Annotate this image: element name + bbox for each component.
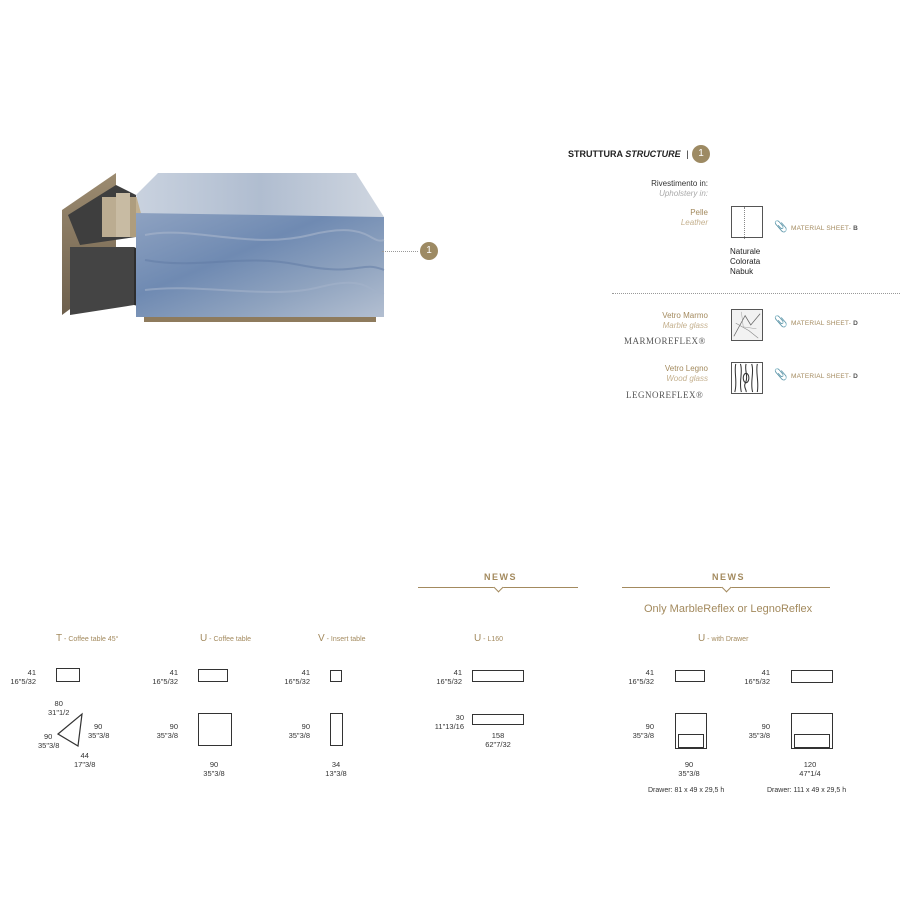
dim-t-b (88, 722, 109, 740)
dim-inch: 17"3/8 (74, 760, 96, 769)
variant-colored: Colorata (730, 257, 761, 266)
dim-cm: 90 (645, 722, 654, 731)
dim-cm: 90 (209, 760, 219, 769)
leather-swatch (731, 206, 763, 238)
news-caret-drawer (722, 583, 732, 593)
dim-cm: 41 (761, 668, 770, 677)
paperclip-icon: 📎 (774, 369, 788, 381)
marble-swatch (731, 309, 763, 341)
product-render (50, 165, 390, 335)
dim-cm: 34 (331, 760, 341, 769)
material-sheet-code: D (853, 373, 858, 380)
dim-inch: 13"3/8 (325, 769, 347, 778)
callout-badge: 1 (420, 242, 438, 260)
material-sheet-label: MATERIAL SHEET- (791, 373, 852, 380)
material-marble-it: Vetro Marmo (662, 311, 708, 320)
dim-cm: 90 (94, 722, 103, 731)
u-front-view (198, 669, 228, 682)
dim-inch: 62"7/32 (485, 740, 511, 749)
dim-cm: 90 (684, 760, 694, 769)
structure-separator: | (686, 149, 689, 159)
dim-cm: 30 (455, 713, 464, 722)
dim-cm: 41 (27, 668, 36, 677)
variant-natural: Naturale (730, 247, 761, 256)
product-letter: V (318, 633, 325, 644)
dim-inch: 16"5/32 (744, 677, 770, 686)
upholstery-label (600, 179, 708, 199)
material-leather-label (600, 208, 708, 228)
marmoreflex-logo: MARMOREFLEX® (624, 336, 706, 346)
dim-inch: 16"5/32 (628, 677, 654, 686)
product-title-v (318, 633, 366, 644)
dim-t-a (48, 699, 69, 717)
structure-badge: 1 (692, 145, 710, 163)
u160-front-view (472, 670, 524, 682)
product-desc: - L160 (481, 636, 504, 643)
material-marble-en: Marble glass (662, 321, 708, 330)
structure-title-it: STRUTTURA (568, 149, 623, 159)
product-letter: U (200, 633, 208, 644)
material-leather-en: Leather (680, 218, 708, 227)
t-front-view (56, 668, 80, 682)
t-top-view (56, 712, 86, 748)
dim-cm: 90 (301, 722, 310, 731)
product-desc: - Insert table (324, 636, 366, 643)
dim-drawer120-top-height (734, 722, 770, 740)
dim-cm: 41 (453, 668, 462, 677)
v-front-view (330, 670, 342, 682)
dim-v-top-width (321, 760, 351, 778)
dim-v-top-height (274, 722, 310, 740)
material-sheet-code: D (853, 320, 858, 327)
dim-inch: 16"5/32 (284, 677, 310, 686)
variant-nubuck: Nabuk (730, 267, 754, 276)
material-sheet-label: MATERIAL SHEET- (791, 320, 852, 327)
dim-t-d (74, 751, 95, 769)
news-label-l160: NEWS (484, 572, 517, 582)
material-sheet-code: B (853, 225, 858, 232)
dim-v-front-height (274, 668, 310, 686)
material-sheet-label: MATERIAL SHEET- (791, 225, 852, 232)
dim-drawer120-top-width (795, 760, 825, 778)
leather-variants (730, 247, 760, 277)
wood-swatch (731, 362, 763, 394)
drawer120-size: Drawer: 111 x 49 x 29,5 h (767, 787, 847, 794)
callout-leader (382, 251, 418, 252)
product-letter: U (698, 633, 706, 644)
material-sheet-link-marble[interactable] (791, 320, 858, 327)
material-wood-en: Wood glass (666, 374, 708, 383)
u160-top-view (472, 714, 524, 725)
dim-inch: 16"5/32 (436, 677, 462, 686)
dim-t-front-height (0, 668, 36, 686)
material-marble-label (600, 311, 708, 331)
product-title-u-l160 (474, 633, 503, 644)
dim-cm: 90 (169, 722, 178, 731)
dim-t-c (38, 732, 59, 750)
drawer90-size: Drawer: 81 x 49 x 29,5 h (648, 787, 725, 794)
dim-drawer120-front-height (734, 668, 770, 686)
dim-u-top-height (142, 722, 178, 740)
paperclip-icon: 📎 (774, 221, 788, 233)
dim-inch: 35"3/8 (678, 769, 700, 778)
dim-u160-top-width (480, 731, 516, 749)
paperclip-icon: 📎 (774, 316, 788, 328)
dim-cm: 90 (44, 732, 53, 741)
dim-cm: 80 (54, 699, 63, 708)
dim-cm: 41 (169, 668, 178, 677)
dim-inch: 47"1/4 (799, 769, 821, 778)
product-title-t (56, 633, 118, 644)
news-label-drawer: NEWS (712, 572, 745, 582)
product-title-u (200, 633, 251, 644)
dim-inch: 35"3/8 (748, 731, 770, 740)
material-wood-label (600, 364, 708, 384)
dim-inch: 35"3/8 (203, 769, 225, 778)
dim-inch: 35"3/8 (38, 741, 60, 750)
product-letter: U (474, 633, 482, 644)
material-wood-it: Vetro Legno (664, 364, 708, 373)
dim-inch: 35"3/8 (156, 731, 178, 740)
dim-u160-front-height (426, 668, 462, 686)
dim-inch: 35"3/8 (88, 731, 110, 740)
dim-drawer90-top-height (618, 722, 654, 740)
product-title-u-drawer (698, 633, 748, 644)
dim-drawer90-top-width (674, 760, 704, 778)
dim-inch: 35"3/8 (632, 731, 654, 740)
v-top-view (330, 713, 343, 746)
drawer90-front-view (675, 670, 705, 682)
dim-cm: 158 (491, 731, 505, 740)
dim-cm: 44 (80, 751, 89, 760)
dim-inch: 16"5/32 (10, 677, 36, 686)
material-leather-it: Pelle (690, 208, 708, 217)
structure-title (568, 149, 689, 159)
upholstery-label-it: Rivestimento in: (651, 179, 708, 188)
u-top-view (198, 713, 232, 746)
dim-inch: 35"3/8 (288, 731, 310, 740)
news-note: Only MarbleReflex or LegnoReflex (644, 603, 813, 615)
dim-u-top-width (199, 760, 229, 778)
upholstery-label-en: Upholstery in: (659, 189, 708, 198)
materials-divider (612, 293, 900, 294)
dim-inch: 11"13/16 (434, 722, 464, 731)
dim-drawer90-front-height (618, 668, 654, 686)
dim-cm: 120 (803, 760, 817, 769)
product-desc: - with Drawer (705, 636, 749, 643)
dim-u-front-height (142, 668, 178, 686)
drawer120-top-view (791, 713, 833, 749)
dim-inch: 31"1/2 (48, 708, 70, 717)
dim-cm: 90 (761, 722, 770, 731)
product-letter: T (56, 633, 63, 644)
material-sheet-link-wood[interactable] (791, 373, 858, 380)
drawer90-top-view (675, 713, 707, 749)
material-sheet-link-leather[interactable] (791, 225, 858, 232)
dim-cm: 41 (301, 668, 310, 677)
dim-cm: 41 (645, 668, 654, 677)
product-desc: - Coffee table (207, 636, 252, 643)
news-caret-l160 (494, 583, 504, 593)
product-desc: - Coffee table 45° (62, 636, 119, 643)
drawer120-front-view (791, 670, 833, 683)
dim-u160-top-height (418, 713, 464, 731)
structure-title-en: STRUCTURE (625, 149, 681, 159)
dim-inch: 16"5/32 (152, 677, 178, 686)
legnoreflex-logo: LEGNOREFLEX® (626, 390, 704, 400)
